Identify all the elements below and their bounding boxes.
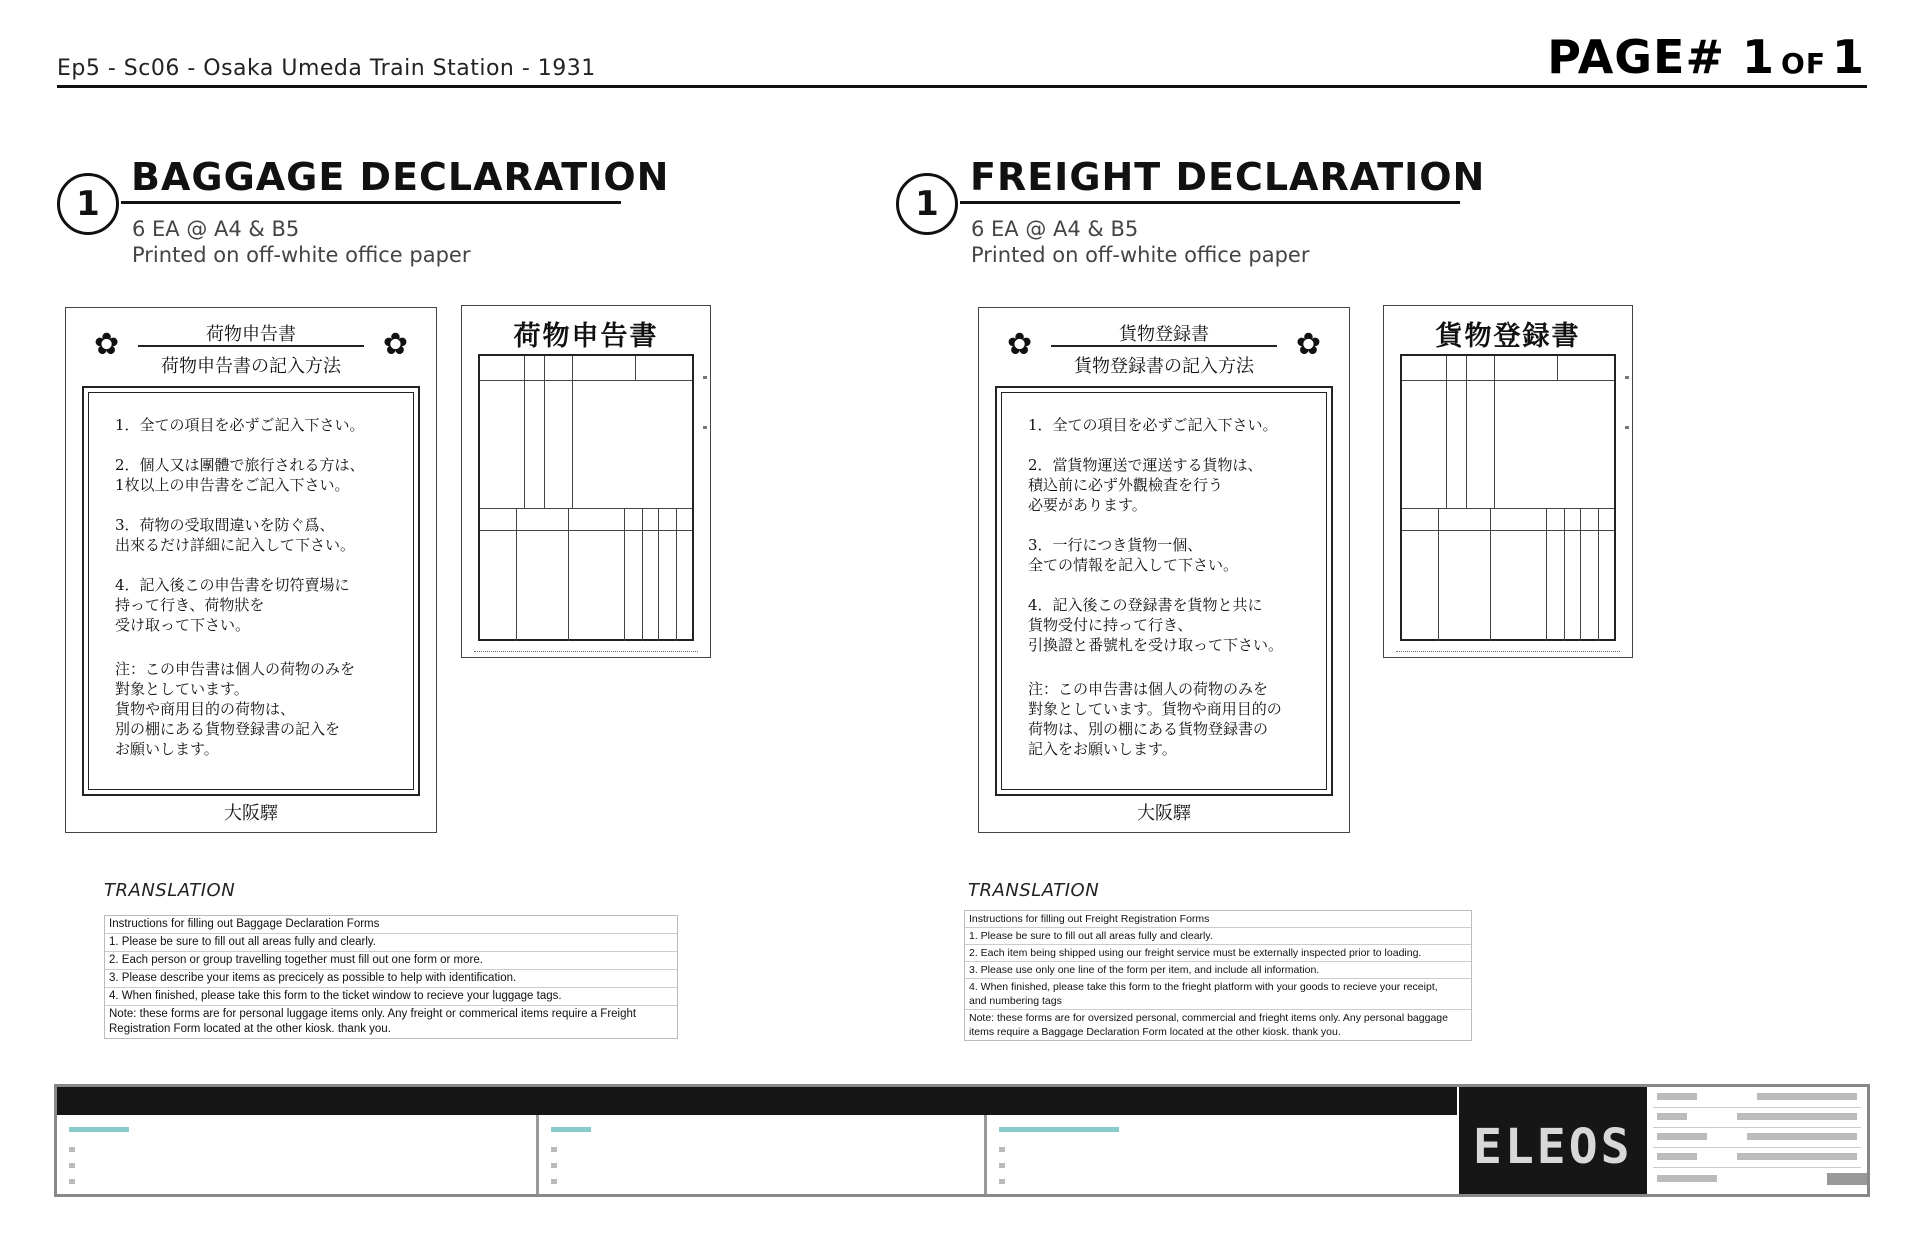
- eleos-logo: [1459, 1087, 1647, 1194]
- title-block-metadata: [1647, 1087, 1867, 1194]
- form-margin-mark: [1625, 376, 1629, 379]
- poster-instruction-item: 3．一行につき貨物一個、 全ての情報を記入して下さい。: [1028, 536, 1239, 574]
- section-material: Printed on off-white office paper: [971, 243, 1310, 267]
- freight-instruction-poster: [978, 307, 1350, 833]
- section-title-rule: [121, 201, 621, 204]
- flower-crest-icon: ✿: [1295, 327, 1321, 362]
- poster-instruction-item: 4．記入後この登録書を貨物と共に 貨物受付に持って行き、 引換證と番號札を受け取って下さい。: [1028, 596, 1284, 654]
- poster-note: 注：この申告書は個人の荷物のみを 對象としています。貨物や商用目的の 荷物は、別の棚にある貨物登録書の 記入をお願いします。: [1028, 680, 1282, 758]
- translation-row: 3. Please describe your items as precicely as possible to help with identification.: [105, 970, 677, 988]
- page-prefix: PAGE# 1: [1547, 30, 1776, 84]
- page-number: [1547, 30, 1865, 84]
- section-baggage: [57, 155, 670, 275]
- section-quantity: 6 EA @ A4 & B5: [132, 217, 300, 241]
- poster-note: 注：この申告書は個人の荷物のみを 對象としています。 貨物や商用目的の荷物は、 別の棚にある貨物登録書の記入を お願いします。: [115, 660, 356, 758]
- notes-column: [539, 1115, 987, 1194]
- translation-row: Instructions for filling out Baggage Declaration Forms: [105, 916, 677, 934]
- form-title: 貨物登録書: [1435, 321, 1581, 352]
- translation-row: 1. Please be sure to fill out all areas fully and clearly.: [965, 928, 1471, 945]
- baggage-translation-table: [104, 915, 678, 1039]
- translation-heading: TRANSLATION: [968, 880, 1100, 901]
- translation-row: 4. When finished, please take this form to the frieght platform with your goods to recieve your receipt, and numbering tags: [965, 979, 1471, 1010]
- page-of: OF: [1781, 47, 1826, 80]
- translation-row: 2. Each person or group travelling together must fill out one form or more.: [105, 952, 677, 970]
- poster-subtitle: 貨物登録書の記入方法: [1074, 356, 1254, 377]
- baggage-form-sheet: [461, 305, 711, 658]
- poster-instruction-item: 1．全ての項目を必ずご記入下さい。: [115, 416, 365, 434]
- poster-instruction-item: 2．個人又は團體で旅行される方は、 1枚以上の申告書をご記入下さい。: [115, 456, 365, 494]
- poster-station-name: 大阪驛: [1137, 803, 1191, 824]
- poster-title-rule: [1051, 345, 1277, 347]
- poster-instruction-box: [82, 386, 420, 796]
- form-margin-mark: [703, 426, 707, 429]
- scene-title: Ep5 - Sc06 - Osaka Umeda Train Station - 1931: [57, 56, 596, 81]
- page-total: 1: [1831, 30, 1865, 84]
- section-title: BAGGAGE DECLARATION: [131, 155, 670, 199]
- production-notes-bar: [57, 1087, 1457, 1115]
- form-margin-mark: [703, 376, 707, 379]
- translation-row: Instructions for filling out Freight Registration Forms: [965, 911, 1471, 928]
- flower-crest-icon: ✿: [382, 327, 408, 362]
- translation-row: 4. When finished, please take this form to the ticket window to recieve your luggage tags.: [105, 988, 677, 1006]
- notes-column: [987, 1115, 1459, 1194]
- section-title-rule: [960, 201, 1460, 204]
- poster-instruction-box: [995, 386, 1333, 796]
- poster-instruction-item: 1．全ての項目を必ずご記入下さい。: [1028, 416, 1278, 434]
- freight-translation-table: [964, 910, 1472, 1041]
- form-footer-text: [474, 651, 698, 653]
- logo-text: ELEOS: [1473, 1119, 1633, 1175]
- header-rule: [57, 85, 1867, 88]
- section-title: FREIGHT DECLARATION: [970, 155, 1486, 199]
- form-footer-text: [1396, 651, 1620, 653]
- flower-crest-icon: ✿: [94, 327, 120, 362]
- section-number-badge: 1: [57, 173, 119, 235]
- form-table-grid: [1400, 354, 1616, 641]
- translation-row: 3. Please use only one line of the form per item, and include all information.: [965, 962, 1471, 979]
- poster-instruction-item: 3．荷物の受取間違いを防ぐ爲、 出來るだけ詳細に記入して下さい。: [115, 516, 356, 554]
- form-margin-mark: [1625, 426, 1629, 429]
- freight-form-sheet: [1383, 305, 1633, 658]
- poster-instruction-item: 2．當貨物運送で運送する貨物は、 積込前に必ず外觀檢査を行う 必要があります。: [1028, 456, 1263, 514]
- section-freight: [896, 155, 1486, 275]
- baggage-instruction-poster: [65, 307, 437, 833]
- form-title: 荷物申告書: [513, 321, 659, 352]
- poster-instruction-item: 4．記入後この申告書を切符賣場に 持って行き、荷物狀を 受け取って下さい。: [115, 576, 350, 634]
- translation-row: 2. Each item being shipped using our freight service must be externally inspected prior to loading.: [965, 945, 1471, 962]
- translation-heading: TRANSLATION: [104, 880, 236, 901]
- flower-crest-icon: ✿: [1007, 327, 1033, 362]
- poster-title: 荷物申告書: [206, 324, 296, 345]
- translation-row: Note: these forms are for personal luggage items only. Any freight or commerical items require a Freight Registration Form located at the other kiosk. thank you.: [109, 1008, 637, 1035]
- section-number-badge: 1: [896, 173, 958, 235]
- section-material: Printed on off-white office paper: [132, 243, 471, 267]
- poster-title: 貨物登録書: [1119, 324, 1209, 345]
- poster-station-name: 大阪驛: [224, 803, 278, 824]
- notes-column: [57, 1115, 539, 1194]
- production-title-block: [54, 1084, 1870, 1197]
- translation-row: Note: these forms are for oversized personal, commercial and frieght items only. Any personal baggage items require a Baggage Declaration Form located at the other kiosk. thank you.: [969, 1012, 1448, 1038]
- section-quantity: 6 EA @ A4 & B5: [971, 217, 1139, 241]
- poster-title-rule: [138, 345, 364, 347]
- poster-subtitle: 荷物申告書の記入方法: [161, 356, 341, 377]
- translation-row: 1. Please be sure to fill out all areas fully and clearly.: [105, 934, 677, 952]
- form-table-grid: [478, 354, 694, 641]
